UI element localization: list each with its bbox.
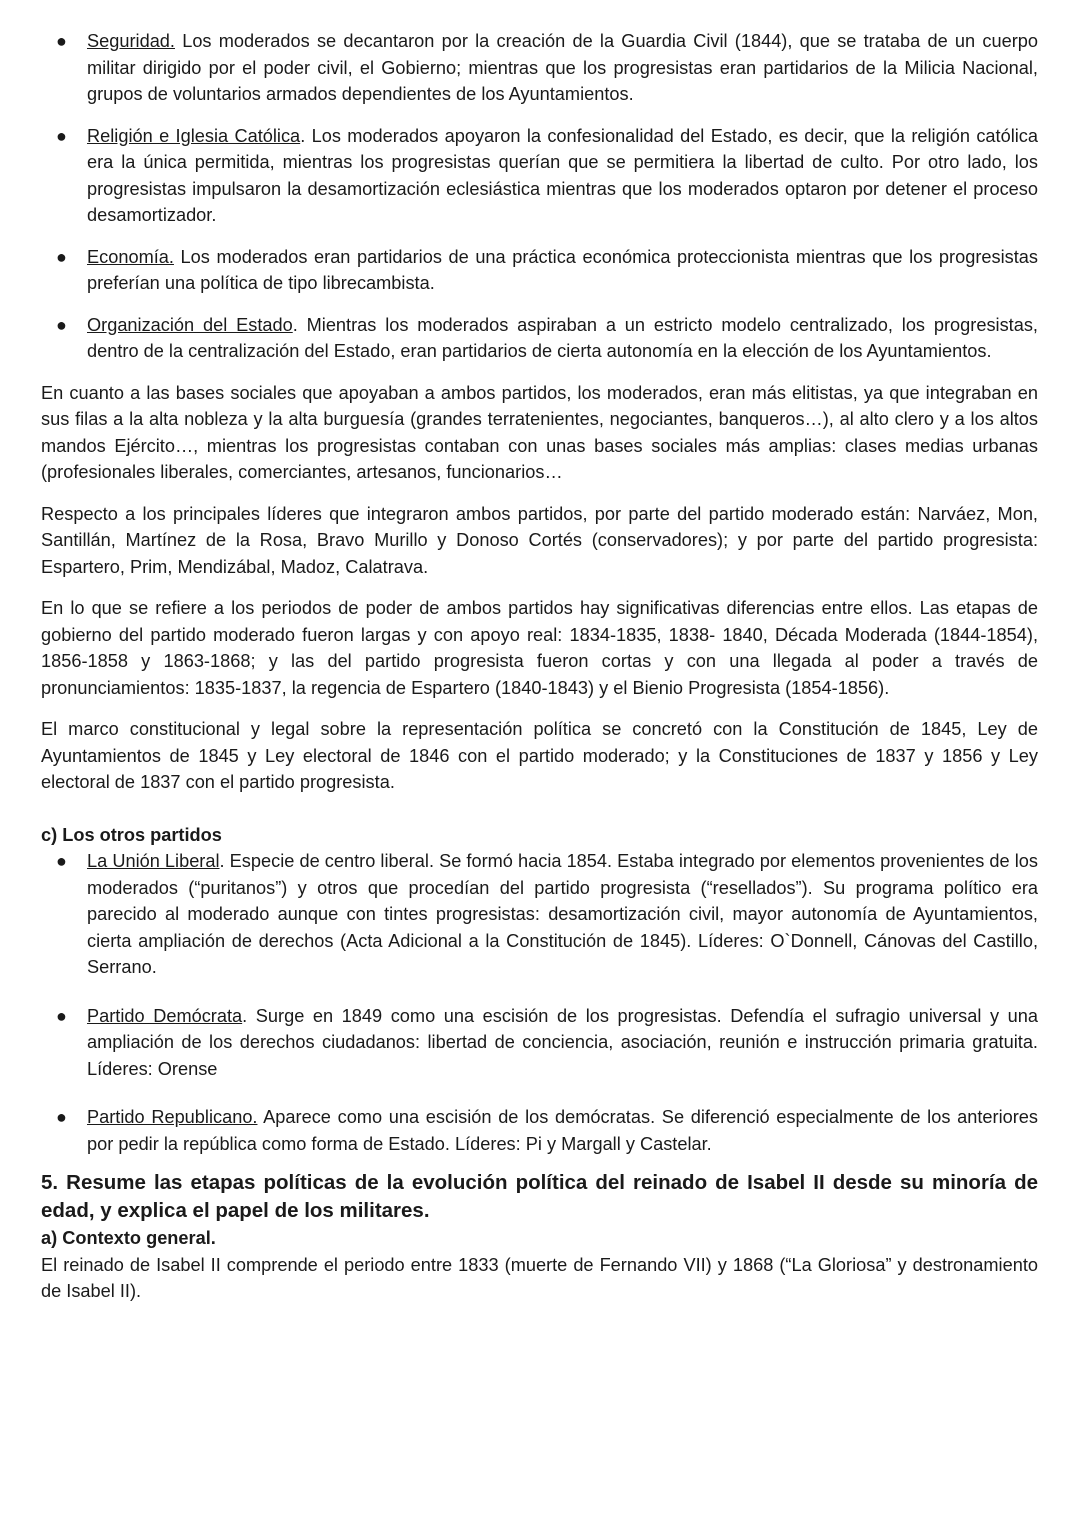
item-term: Partido Republicano. <box>87 1107 258 1127</box>
item-text: . Surge en 1849 como una escisión de los progresistas. Defendía el sufragio universal y una ampliación de los derechos ciudadanos: libertad de conciencia, asociación, reunión e instrucción primaria gratuita. Líderes: Orense <box>87 1005 1038 1079</box>
list-item <box>41 123 1038 229</box>
party-differences-list <box>41 28 1038 365</box>
item-text: Los moderados se decantaron por la creación de la Guardia Civil (1844), que se trataba de un cuerpo militar dirigido por el poder civil, el Gobierno; mientras que los progresistas eran partidarios de la Milicia Nacional, grupos de voluntarios armados dependientes de los Ayuntamientos. <box>87 31 1038 104</box>
question-section <box>41 1169 1038 1305</box>
item-text: Aparece como una escisión de los demócratas. Se diferenció especialmente de los anteriores por pedir la república como forma de Estado. Líderes: Pi y Margall y Castelar. <box>87 1107 1038 1154</box>
document-page <box>41 28 1038 1305</box>
item-term: Seguridad. <box>87 31 175 51</box>
list-item <box>41 848 1038 981</box>
item-term: La Unión Liberal <box>87 851 220 871</box>
bullet-icon: ● <box>56 1005 67 1026</box>
other-parties-list <box>41 848 1038 1157</box>
list-item <box>41 28 1038 108</box>
paragraph-power-periods: En lo que se refiere a los periodos de poder de ambos partidos hay significativas diferencias entre ellos. Las etapas de gobierno del partido moderado fueron largas y con apoyo real: 1834-1835, 1838- 1840, Década Moderada (1844-1854), 1856-1858 y 1863-1868; y las del partido progresista fueron cortas y con una llegada al poder a través de pronunciamientos: 1835-1837, la regencia de Espartero (1840-1843) y el Bienio Progresista (1854-1856). <box>41 598 1038 698</box>
paragraph-leaders: Respecto a los principales líderes que integraron ambos partidos, por parte del partido moderado están: Narváez, Mon, Santillán, Martínez de la Rosa, Bravo Murillo y Donoso Cortés (conservadores); y por parte del partido progresista: Espartero, Prim, Mendizábal, Madoz, Calatrava. <box>41 503 1038 577</box>
item-term: Partido Demócrata <box>87 1005 243 1026</box>
list-item <box>41 1104 1038 1157</box>
paragraph-social-bases: En cuanto a las bases sociales que apoyaban a ambos partidos, los moderados, eran más elitistas, ya que integraban en sus filas a la alta nobleza y la alta burguesía (grandes terratenientes, negociantes, banqueros…), al alto clero y a los altos mandos Ejército…, mientras los progresistas contaban con unas bases sociales más amplias: clases medias urbanas (profesionales liberales, comerciantes, artesanos, funcionarios… <box>41 382 1038 482</box>
bullet-icon: ● <box>56 31 67 51</box>
list-item <box>41 1003 1038 1083</box>
context-text: El reinado de Isabel II comprende el periodo entre 1833 (muerte de Fernando VII) y 1868 (“La Gloriosa” y destronamiento de Isabel II). <box>41 1254 1038 1301</box>
item-text: . Especie de centro liberal. Se formó hacia 1854. Estaba integrado por elementos provenientes de los moderados (“puritanos”) y otros que procedían del partido progresista (“resellados”). Su programa político era parecido al moderado aunque con tintes progresistas: desamortización civil, mayor autonomía de Ayuntamientos, cierta ampliación de derechos (Acta Adicional a la Constitución de 1845). Líderes: O`Donnell, Cánovas del Castillo, Serrano. <box>87 851 1038 977</box>
list-item <box>41 244 1038 297</box>
item-term: Religión e Iglesia Católica <box>87 125 301 146</box>
bullet-icon: ● <box>56 314 67 335</box>
context-title: a) Contexto general. <box>41 1228 216 1248</box>
item-text: Los moderados eran partidarios de una práctica económica proteccionista mientras que los progresistas preferían una política de tipo librecambista. <box>87 246 1038 293</box>
item-term: Economía. <box>87 246 174 267</box>
section-other-parties <box>41 822 1038 1158</box>
item-term: Organización del Estado <box>87 314 293 335</box>
bullet-icon: ● <box>56 1107 67 1127</box>
paragraph-constitutional-framework: El marco constitucional y legal sobre la representación política se concretó con la Constitución de 1845, Ley de Ayuntamientos de 1845 y Ley electoral de 1846 con el partido moderado; y la Constituciones de 1837 y 1856 y Ley electoral de 1837 con el partido progresista. <box>41 719 1038 792</box>
question-title: 5. Resume las etapas políticas de la evolución política del reinado de Isabel II desde su minoría de edad, y explica el papel de los militares. <box>41 1171 1038 1222</box>
bullet-icon: ● <box>56 246 67 267</box>
bullet-icon: ● <box>56 851 67 871</box>
bullet-icon: ● <box>56 125 67 146</box>
item-text: . Los moderados apoyaron la confesionalidad del Estado, es decir, que la religión católica era la única permitida, mientras los progresistas querían que se permitiera la libertad de culto. Por otro lado, los progresistas impulsaron la desamortización eclesiástica mientras que los moderados optaron por detener el proceso desamortizador. <box>87 125 1038 225</box>
list-item <box>41 312 1038 365</box>
item-text: . Mientras los moderados aspiraban a un estricto modelo centralizado, los progresistas, dentro de la centralización del Estado, eran partidarios de cierta autonomía en la elección de los Ayuntamientos. <box>87 314 1038 361</box>
section-title: c) Los otros partidos <box>41 824 222 845</box>
